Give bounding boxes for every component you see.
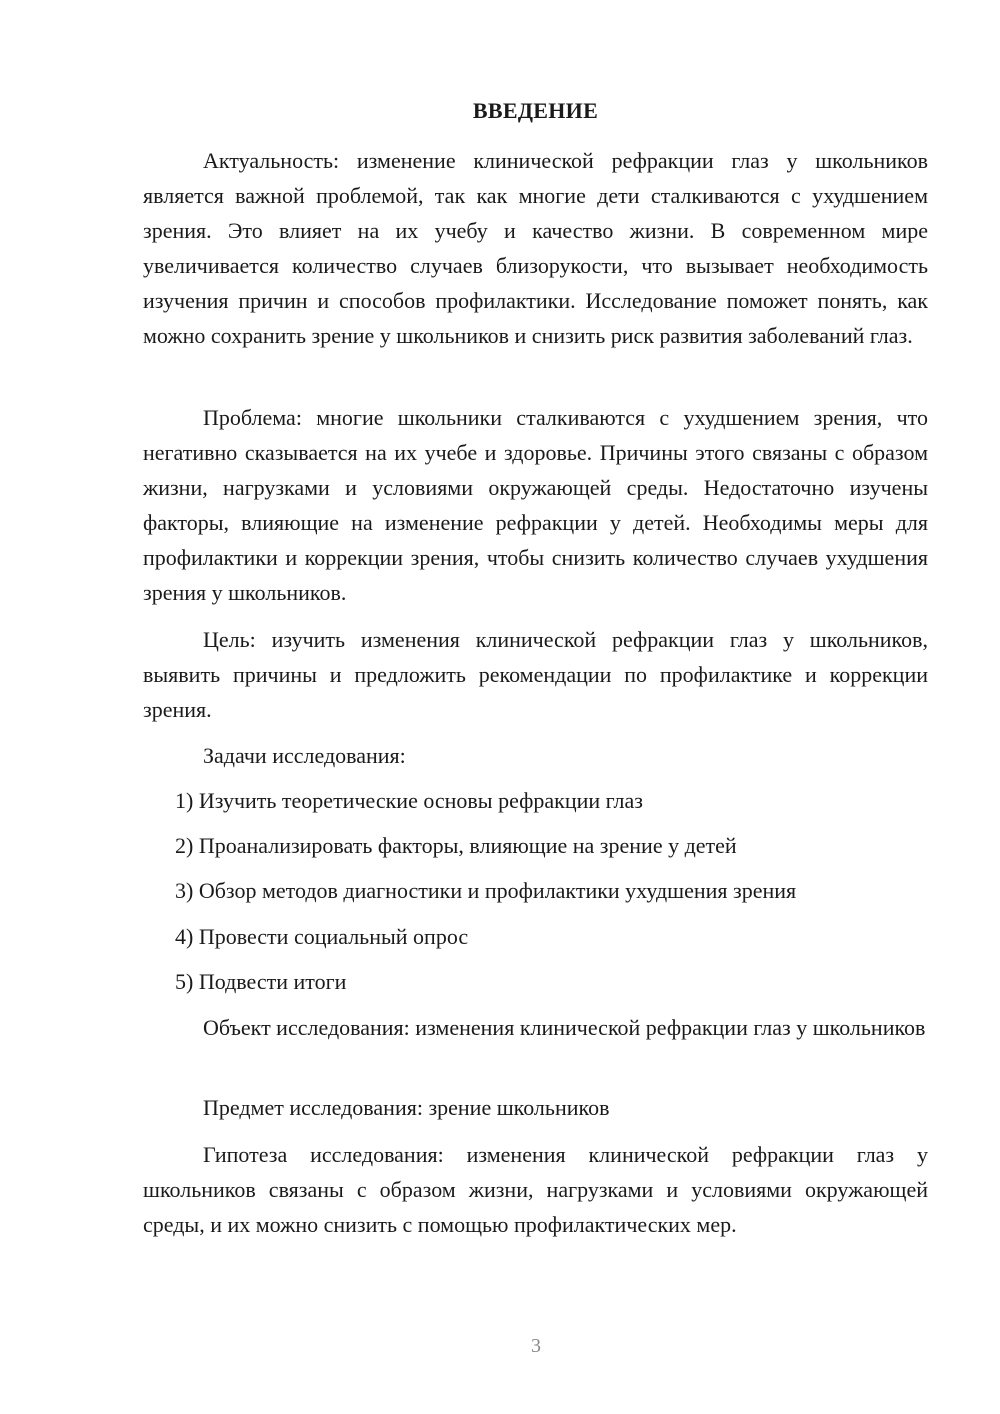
goal-paragraph: Цель: изучить изменения клинической рефракции глаз у школьников, выявить причины и предложить рекомендации по профилактике и коррекции зрения. [143, 627, 928, 722]
relevance-paragraph: Актуальность: изменение клинической рефракции глаз у школьников является важной проблемой, так как многие дети сталкиваются с ухудшением зрения. Это влияет на их учебу и качество жизни. В современном мире увеличивается количество случаев близорукости, что вызывает необходимость изучения причин и способов профилактики. Исследование поможет понять, как можно сохранить зрение у школьников и снизить риск развития заболеваний глаз. [143, 148, 928, 348]
task-item-1: 1) Изучить теоретические основы рефракции глаз [175, 788, 643, 813]
tasks-heading: Задачи исследования: [203, 743, 406, 768]
task-item-4: 4) Провести социальный опрос [175, 924, 469, 949]
task-item-5: 5) Подвести итоги [175, 969, 347, 994]
page-number: 3 [531, 1335, 541, 1357]
task-item-3: 3) Обзор методов диагностики и профилактики ухудшения зрения [175, 878, 797, 903]
task-item-2: 2) Проанализировать факторы, влияющие на зрение у детей [175, 833, 737, 858]
hypothesis-paragraph: Гипотеза исследования: изменения клинической рефракции глаз у школьников связаны с образом жизни, нагрузками и условиями окружающей среды, и их можно снизить с помощью профилактических мер. [143, 1142, 928, 1237]
subject-paragraph: Предмет исследования: зрение школьников [203, 1095, 610, 1120]
object-paragraph: Объект исследования: изменения клинической рефракции глаз у школьников [203, 1015, 926, 1040]
page-title: ВВЕДЕНИЕ [472, 98, 599, 123]
problem-paragraph: Проблема: многие школьники сталкиваются с ухудшением зрения, что негативно сказывается на их учебе и здоровье. Причины этого связаны с образом жизни, нагрузками и условиями окружающей среды. Недостаточно изучены факторы, влияющие на изменение рефракции у детей. Необходимы меры для профилактики и коррекции зрения, чтобы снизить количество случаев ухудшения зрения у школьников. [143, 405, 928, 605]
